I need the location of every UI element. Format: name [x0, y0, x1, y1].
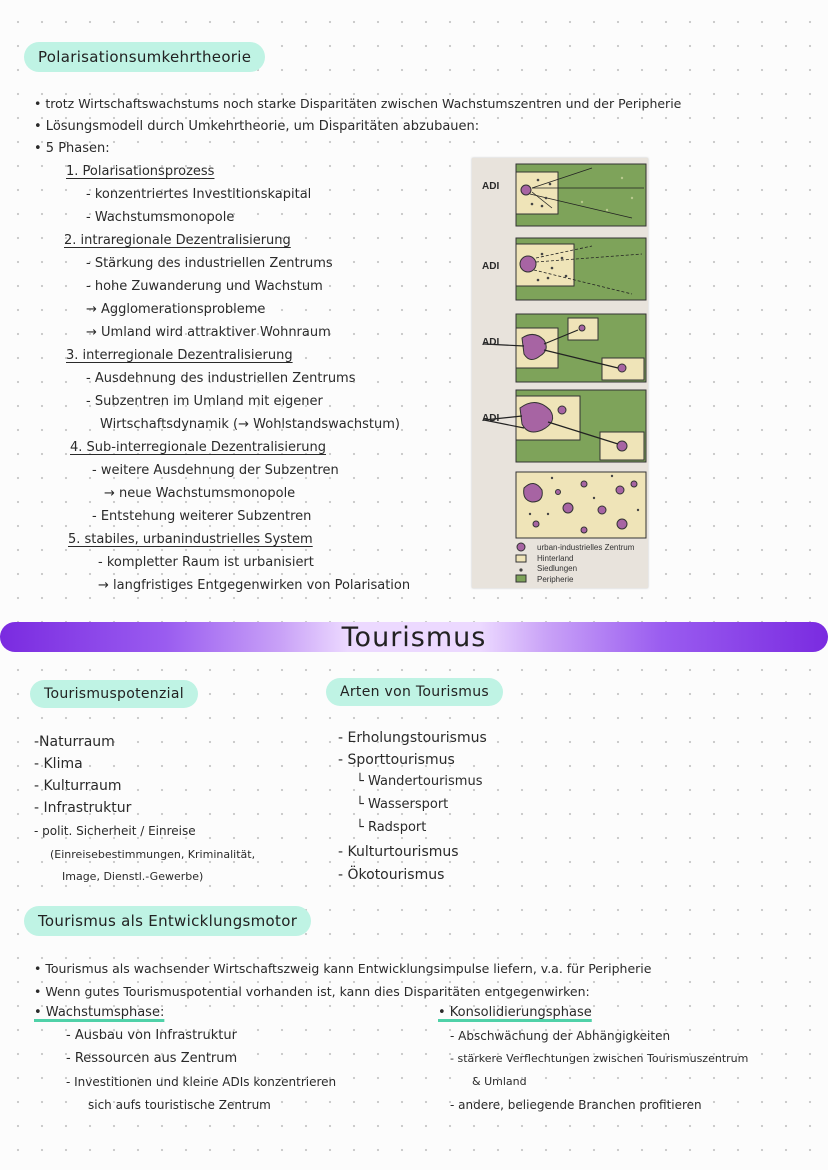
arten-item: └ Radsport — [356, 820, 427, 835]
adi-label: ADI — [482, 181, 500, 192]
phase-heading: 4. Sub-interregionale Dezentralisierung — [70, 440, 327, 455]
arten-item: - Ökotourismus — [338, 867, 445, 883]
phase-item: → langfristiges Entgegenwirken von Polarisation — [98, 578, 411, 593]
legend-hinterland-swatch — [516, 555, 526, 562]
konsolidierung-item: - Abschwächung der Abhängigkeiten — [450, 1029, 671, 1043]
potenzial-item: (Einreisebestimmungen, Kriminalität, — [50, 848, 256, 861]
phase-item: Wirtschaftsdynamik (→ Wohlstandswachstum) — [100, 417, 400, 432]
legend-periphery-swatch — [516, 575, 526, 582]
arten-item: └ Wassersport — [356, 797, 449, 812]
center-2 — [520, 256, 536, 272]
legend-center-swatch — [517, 543, 525, 551]
adi-label: ADI — [482, 337, 500, 348]
hinterland-panel-5 — [516, 472, 646, 538]
phase-item: - konzentriertes Investitionskapital — [86, 187, 312, 202]
legend-settlement-swatch — [519, 568, 522, 571]
wachstum-heading: • Wachstumsphase: — [34, 1005, 165, 1020]
legend-center: urban-industrielles Zentrum — [537, 543, 635, 552]
phase-item: - kompletter Raum ist urbanisiert — [98, 555, 314, 570]
arten-item: - Erholungstourismus — [338, 730, 487, 746]
potenzial-item: -Naturraum — [34, 734, 115, 750]
wachstum-item: sich aufs touristische Zentrum — [88, 1098, 271, 1112]
potenzial-item: Image, Dienstl.-Gewerbe) — [62, 870, 204, 883]
section-title-motor: Tourismus als Entwicklungsmotor — [24, 906, 311, 936]
phase-heading: 5. stabiles, urbanindustrielles System — [68, 532, 313, 547]
adi-label: ADI — [482, 413, 500, 424]
phase-item: → Umland wird attraktiver Wohnraum — [86, 325, 331, 340]
konsolidierung-item: & Umland — [472, 1075, 527, 1088]
arten-item: - Kulturtourismus — [338, 844, 459, 860]
phase-heading: 1. Polarisationsprozess — [66, 164, 215, 179]
legend-periphery: Peripherie — [537, 575, 574, 584]
potenzial-item: - Klima — [34, 756, 83, 772]
phase-item: - Stärkung des industriellen Zentrums — [86, 256, 333, 271]
potenzial-item: - Infrastruktur — [34, 800, 132, 816]
phase-item: → neue Wachstumsmonopole — [104, 486, 296, 501]
konsolidierung-heading: • Konsolidierungsphase — [438, 1005, 592, 1020]
section-title-polarisation: Polarisationsumkehrtheorie — [24, 42, 265, 72]
bullet-line: • trotz Wirtschaftswachstums noch starke Disparitäten zwischen Wachstumszentren und der Peripherie — [34, 96, 682, 111]
legend-settlements: Siedlungen — [537, 564, 578, 573]
phase-heading: 2. intraregionale Dezentralisierung — [64, 233, 291, 248]
motor-bullet: • Wenn gutes Tourismuspotential vorhanden ist, kann dies Disparitäten entgegenwirken: — [34, 984, 590, 999]
arten-item: - Sporttourismus — [338, 752, 455, 768]
konsolidierung-item: - stärkere Verflechtungen zwischen Tourismuszentrum — [450, 1052, 749, 1065]
wachstum-item: - Ressourcen aus Zentrum — [66, 1051, 238, 1066]
phase-item: - hohe Zuwanderung und Wachstum — [86, 279, 323, 294]
wachstum-item: - Ausbau von Infrastruktur — [66, 1028, 237, 1043]
bullet-line: • 5 Phasen: — [34, 141, 110, 156]
section-title-potenzial: Tourismuspotenzial — [30, 680, 198, 708]
polarisation-diagram — [472, 158, 648, 588]
phase-item: - Subzentren im Umland mit eigener — [86, 394, 323, 409]
center-1 — [521, 185, 531, 195]
phase-item: → Agglomerationsprobleme — [86, 302, 266, 317]
bullet-line: • Lösungsmodell durch Umkehrtheorie, um Disparitäten abzubauen: — [34, 119, 480, 134]
legend-hinterland: Hinterland — [537, 554, 574, 563]
motor-bullet: • Tourismus als wachsender Wirtschaftszweig kann Entwicklungsimpulse liefern, v.a. für Peripherie — [34, 961, 652, 976]
phase-item: - Entstehung weiterer Subzentren — [92, 509, 312, 524]
diagram-svg — [472, 158, 648, 588]
banner-title: Tourismus — [341, 622, 487, 653]
konsolidierung-item: - andere, beliegende Branchen profitieren — [450, 1098, 702, 1112]
phase-item: - Ausdehnung des industriellen Zentrums — [86, 371, 356, 386]
phase-item: - Wachstumsmonopole — [86, 210, 235, 225]
potenzial-item: - polit. Sicherheit / Einreise — [34, 824, 196, 838]
phase-heading: 3. interregionale Dezentralisierung — [66, 348, 293, 363]
phase-item: - weitere Ausdehnung der Subzentren — [92, 463, 339, 478]
wachstum-item: - Investitionen und kleine ADIs konzentrieren — [66, 1075, 337, 1089]
section-title-arten: Arten von Tourismus — [326, 678, 503, 706]
potenzial-item: - Kulturraum — [34, 778, 122, 794]
arten-item: └ Wandertourismus — [356, 774, 483, 789]
adi-label: ADI — [482, 261, 500, 272]
